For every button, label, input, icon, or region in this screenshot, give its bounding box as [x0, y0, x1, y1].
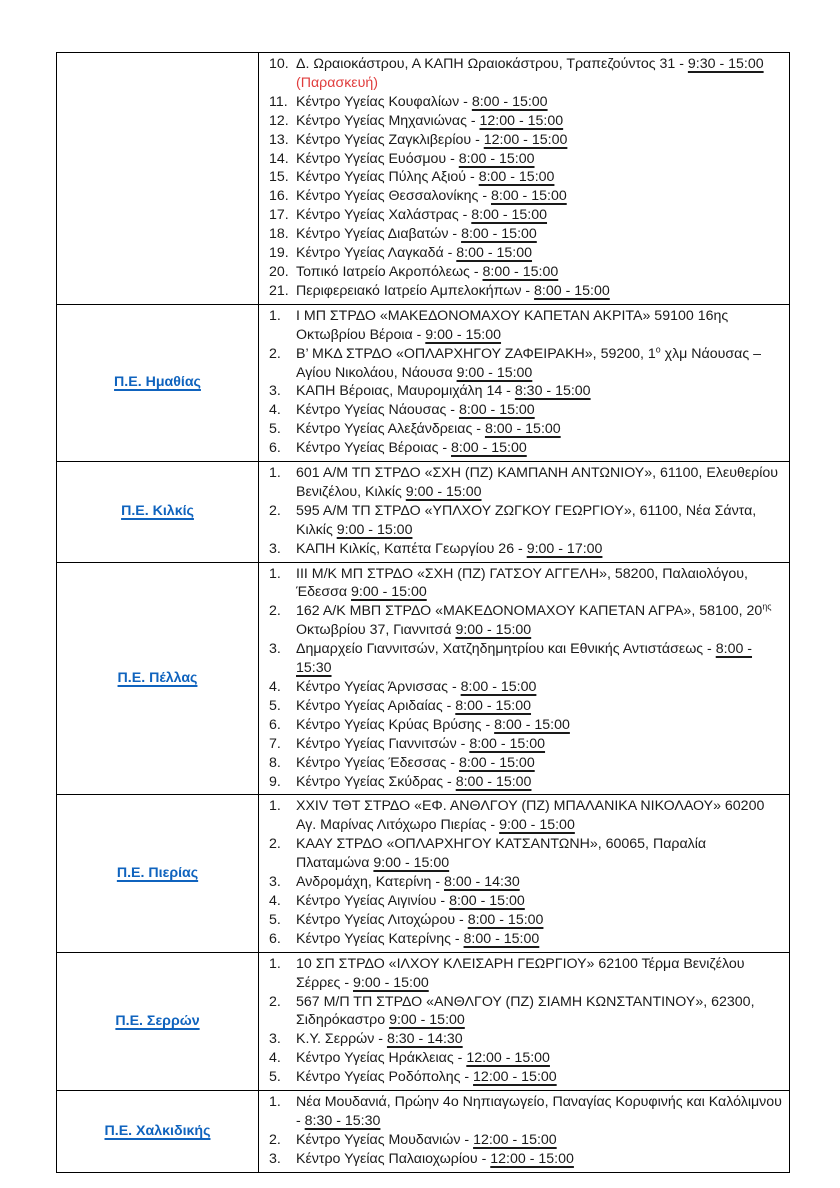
entry-text: ΚΑΠΗ Βέροιας, Μαυρομιχάλη 14 -: [296, 383, 515, 400]
item-number: 2.: [269, 993, 281, 1010]
schedule-table: [56, 52, 790, 1173]
item-number: 9.: [269, 773, 281, 790]
list-item: [269, 307, 783, 345]
item-number: 5.: [269, 421, 281, 438]
item-number: 2.: [269, 603, 281, 620]
table-row: [57, 1090, 789, 1172]
item-text: [296, 439, 783, 458]
entries-cell: [259, 1091, 789, 1172]
item-number: 13.: [269, 131, 289, 148]
item-text: [296, 602, 783, 640]
item-number: 6.: [269, 930, 281, 947]
list-item: [269, 150, 783, 169]
entry-text: 162 Α/Κ ΜΒΠ ΣΤΡΔΟ «ΜΑΚΕΔΟΝΟΜΑΧΟΥ ΚΑΠΕΤΑΝ ΑΓΡΑ», 58100, 20: [296, 603, 763, 620]
item-text: [296, 150, 783, 169]
item-number: 6.: [269, 440, 281, 457]
list-item: [269, 439, 783, 458]
entry-text: Κέντρο Υγείας Άρνισσας -: [296, 679, 461, 695]
entry-text: Κέντρο Υγείας Παλαιοχωρίου -: [296, 1150, 491, 1167]
hours-text: 9:00 - 15:00: [373, 855, 450, 872]
item-text: [296, 345, 783, 383]
list-item: [269, 911, 783, 930]
item-number: 4.: [269, 1050, 281, 1067]
item-number: 5.: [269, 1069, 281, 1086]
hours-text: 9:00 - 15:00: [405, 483, 482, 500]
item-text: [296, 735, 783, 754]
item-number: 1.: [269, 465, 281, 482]
entry-text: Β’ ΜΚΔ ΣΤΡΔΟ «ΟΠΛΑΡΧΗΓΟΥ ΖΑΦΕΙΡΑΚΗ», 59200, 1: [296, 345, 656, 362]
list-item: [269, 282, 783, 301]
entry-text: 567 Μ/Π ΤΠ ΣΤΡΔΟ «ΑΝΘΛΓΟΥ (ΠΖ) ΣΙΑΜΗ ΚΩΝΣΤΑΝΤΙΝΟΥ», 62300, Σιδηρόκαστρο: [296, 993, 755, 1029]
entry-text: Τοπικό Ιατρείο Ακροπόλεως -: [296, 263, 483, 280]
list-item: [269, 187, 783, 206]
entry-text: Κέντρο Υγείας Αιγινίου -: [296, 892, 450, 909]
list-item: [269, 565, 783, 603]
table-row: [57, 53, 789, 304]
list-item: [269, 244, 783, 263]
hours-text: 8:00 - 15:00: [471, 207, 548, 224]
list-item: [269, 835, 783, 873]
list-item: [269, 420, 783, 439]
item-text: [296, 131, 783, 150]
hours-text: 8:00 - 15:00: [456, 245, 533, 262]
hours-text: 8:00 - 15:00: [458, 754, 535, 771]
ordinal-suffix: ο: [655, 343, 661, 354]
entry-text: Κέντρο Υγείας Κουφαλίων -: [296, 93, 472, 110]
list-item: [269, 464, 783, 502]
hours-text: 8:30 - 14:30: [386, 1031, 463, 1048]
entry-text: Κέντρο Υγείας Πύλης Αξιού -: [296, 169, 479, 186]
item-number: 1.: [269, 1094, 281, 1111]
item-text: [296, 225, 783, 244]
hours-text: 9:00 - 17:00: [526, 540, 603, 557]
item-text: [296, 420, 783, 439]
list-item: [269, 1049, 783, 1068]
entry-text: Κέντρο Υγείας Νάουσας -: [296, 402, 459, 419]
entry-text: Κέντρο Υγείας Θεσσαλονίκης -: [296, 188, 491, 205]
entry-text: Κέντρο Υγείας Μηχανιώνας -: [296, 112, 480, 129]
item-text: [296, 955, 783, 993]
list-item: [269, 502, 783, 540]
entry-text: Κέντρο Υγείας Ευόσμου -: [296, 150, 459, 167]
entry-text: Κέντρο Υγείας Διαβατών -: [296, 226, 462, 243]
list-item: [269, 716, 783, 735]
item-text: [296, 873, 783, 892]
table-row: [57, 562, 789, 795]
entry-text: Κέντρο Υγείας Αριδαίας -: [296, 697, 456, 714]
item-number: 17.: [269, 207, 289, 224]
item-number: 4.: [269, 402, 281, 419]
list-item: [269, 754, 783, 773]
list-item: [269, 602, 783, 640]
item-number: 3.: [269, 1031, 281, 1048]
list-item: [269, 735, 783, 754]
entry-text: Κέντρο Υγείας Έδεσσας -: [296, 754, 459, 771]
hours-text: 8:00 - 15:00: [458, 402, 535, 419]
list-item: [269, 225, 783, 244]
hours-text: 9:00 - 15:00: [353, 974, 429, 991]
entry-text: 595 Α/Μ ΤΠ ΣΤΡΔΟ «ΥΠΛΧΟΥ ΖΩΓΚΟΥ ΓΕΩΡΓΙΟΥ», 61100, Νέα Σάντα, Κιλκίς: [296, 502, 757, 538]
list-item: [269, 168, 783, 187]
item-number: 10.: [269, 56, 289, 72]
hours-text: 9:30 - 15:00: [687, 56, 764, 72]
item-text: [296, 1093, 783, 1131]
weekday-note: (Παρασκευή): [296, 74, 378, 91]
item-text: [296, 697, 783, 716]
region-cell: [57, 1091, 259, 1172]
item-number: 2.: [269, 345, 281, 362]
list-item: [269, 93, 783, 112]
item-text: [296, 206, 783, 225]
item-text: [296, 540, 783, 559]
item-number: 16.: [269, 188, 289, 205]
list-item: [269, 1150, 783, 1169]
entry-text: Κέντρο Υγείας Χαλάστρας -: [296, 207, 472, 224]
list-item: [269, 1030, 783, 1049]
item-number: 15.: [269, 169, 289, 186]
entry-text: Κέντρο Υγείας Γιαννιτσών -: [296, 735, 470, 752]
list-item: [269, 112, 783, 131]
item-text: [296, 892, 783, 911]
item-text: [296, 835, 783, 873]
entry-text: Κέντρο Υγείας Βέροιας -: [296, 440, 452, 457]
hours-text: 8:00 - 15:00: [449, 892, 525, 909]
region-cell: [57, 563, 259, 795]
hours-text: 8:00 - 15:00: [467, 911, 544, 928]
entry-text: ΙΙΙ Μ/Κ ΜΠ ΣΤΡΔΟ «ΣΧΗ (ΠΖ) ΓΑΤΣΟΥ ΑΓΓΕΛΗ», 58200, Παλαιολόγου, Έδεσσα: [296, 565, 748, 601]
list-item: [269, 131, 783, 150]
entry-text: Κέντρο Υγείας Μουδανιών -: [296, 1131, 474, 1148]
hours-text: 9:00 - 15:00: [499, 817, 575, 834]
region-cell: [57, 305, 259, 461]
item-text: [296, 1049, 783, 1068]
hours-text: 9:00 - 15:00: [336, 521, 413, 538]
entry-text: Κέντρο Υγείας Κρύας Βρύσης -: [296, 716, 495, 733]
entry-text: Κέντρο Υγείας Κατερίνης -: [296, 930, 464, 947]
hours-text: 8:00 - 15:00: [451, 440, 527, 457]
region-link[interactable]: Π.Ε. Πέλλας: [117, 670, 198, 687]
hours-text: 8:00 - 15:00: [455, 697, 532, 714]
item-text: [296, 401, 783, 420]
entry-text: Κέντρο Υγείας Λαγκαδά -: [296, 245, 457, 262]
list-item: [269, 1093, 783, 1131]
item-number: 6.: [269, 716, 281, 733]
list-item: [269, 993, 783, 1031]
item-text: [296, 464, 783, 502]
entry-text: Κέντρο Υγείας Αλεξάνδρειας -: [296, 421, 485, 438]
hours-text: 8:30 - 15:00: [514, 383, 591, 400]
hours-text: 8:00 - 15:00: [455, 773, 532, 790]
item-text: [296, 244, 783, 263]
entry-text: 601 Α/Μ ΤΠ ΣΤΡΔΟ «ΣΧΗ (ΠΖ) ΚΑΜΠΑΝΗ ΑΝΤΩΝΙΟΥ», 61100, Ελευθερίου Βενιζέλου, Κιλκίς: [296, 465, 779, 500]
hours-text: 9:00 - 15:00: [389, 1012, 465, 1029]
list-item: [269, 382, 783, 401]
entry-text: Ι ΜΠ ΣΤΡΔΟ «ΜΑΚΕΔΟΝΟΜΑΧΟΥ ΚΑΠΕΤΑΝ ΑΚΡΙΤΑ» 59100 16ης Οκτωβρίου Βέροια -: [296, 307, 729, 343]
list-item: [269, 263, 783, 282]
item-text: [296, 263, 783, 282]
hours-text: 9:00 - 15:00: [456, 364, 533, 381]
entry-text: Κέντρο Υγείας Ροδόπολης -: [296, 1069, 474, 1086]
item-number: 18.: [269, 226, 289, 243]
item-number: 3.: [269, 1150, 281, 1167]
hours-text: 8:00 - 15:00: [469, 735, 546, 752]
region-link[interactable]: Π.Ε. Σερρών: [115, 1012, 200, 1029]
item-number: 2.: [269, 836, 281, 853]
list-item: [269, 797, 783, 835]
hours-text: 12:00 - 15:00: [466, 1050, 550, 1067]
item-number: 2.: [269, 1131, 281, 1148]
entry-text: ΚΑΑΥ ΣΤΡΔΟ «ΟΠΛΑΡΧΗΓΟΥ ΚΑΤΣΑΝΤΩΝΗ», 60065, Παραλία Πλαταμώνα: [296, 836, 707, 872]
region-cell: [57, 795, 259, 951]
item-number: 5.: [269, 697, 281, 714]
item-number: 21.: [269, 282, 289, 299]
table-row: [57, 461, 789, 562]
item-number: 3.: [269, 641, 281, 658]
hours-text: 8:00 - 15:00: [471, 93, 548, 110]
region-cell: [57, 462, 259, 562]
region-link[interactable]: Π.Ε. Κιλκίς: [121, 503, 194, 520]
item-number: 3.: [269, 874, 281, 891]
hours-text: 8:00 - 15:00: [478, 169, 555, 186]
item-text: [296, 797, 783, 835]
item-number: 3.: [269, 383, 281, 400]
item-text: [296, 640, 783, 678]
entry-text: Δημαρχείο Γιαννιτσών, Χατζηδημητρίου και Εθνικής Αντιστάσεως -: [296, 641, 716, 658]
item-text: [296, 282, 783, 301]
table-row: [57, 304, 789, 461]
item-number: 19.: [269, 245, 289, 262]
item-text: [296, 565, 783, 603]
list-item: [269, 345, 783, 383]
table-row: [57, 794, 789, 951]
item-text: [296, 55, 783, 93]
entry-text: 10 ΣΠ ΣΤΡΔΟ «ΙΛΧΟΥ ΚΛΕΙΣΑΡΗ ΓΕΩΡΓΙΟΥ» 62100 Τέρμα Βενιζέλου Σέρρες -: [296, 955, 745, 991]
hours-text: 12:00 - 15:00: [473, 1131, 557, 1148]
region-link[interactable]: Π.Ε. Χαλκιδικής: [104, 1122, 211, 1139]
list-item: [269, 697, 783, 716]
item-text: [296, 1150, 783, 1169]
entry-text: Κέντρο Υγείας Σκύδρας -: [296, 773, 456, 790]
list-item: [269, 55, 783, 93]
list-item: [269, 401, 783, 420]
item-text: [296, 930, 783, 949]
hours-text: 8:00 - 15:00: [458, 150, 535, 167]
item-text: [296, 112, 783, 131]
region-cell: [57, 53, 259, 304]
entry-text: Κέντρο Υγείας Ηράκλειας -: [296, 1050, 467, 1067]
list-item: [269, 640, 783, 678]
list-item: [269, 892, 783, 911]
item-number: 7.: [269, 735, 281, 752]
entry-text: Περιφερειακό Ιατρείο Αμπελοκήπων -: [296, 282, 535, 299]
hours-text: 8:00 - 15:00: [494, 716, 570, 733]
region-cell: [57, 953, 259, 1090]
item-text: [296, 754, 783, 773]
ordinal-suffix: ης: [762, 601, 772, 612]
entries-cell: [259, 53, 789, 304]
entry-text: χλμ Νάουσας – Αγίου Νικολάου, Νάουσα: [296, 345, 762, 381]
list-item: [269, 873, 783, 892]
entries-cell: [259, 953, 789, 1090]
hours-text: 8:00 - 15:00: [534, 282, 610, 299]
hours-text: 8:00 - 15:00: [461, 226, 537, 243]
entries-cell: [259, 563, 789, 795]
region-link[interactable]: Π.Ε. Ημαθίας: [114, 374, 201, 391]
item-text: [296, 1131, 783, 1150]
item-number: 20.: [269, 263, 289, 280]
table-row: [57, 952, 789, 1090]
hours-text: 12:00 - 15:00: [479, 112, 564, 129]
item-number: 1.: [269, 955, 281, 972]
item-text: [296, 716, 783, 735]
list-item: [269, 1131, 783, 1150]
item-text: [296, 1030, 783, 1049]
item-text: [296, 168, 783, 187]
list-item: [269, 773, 783, 792]
item-number: 11.: [269, 93, 288, 110]
region-link[interactable]: Π.Ε. Πιερίας: [116, 865, 199, 882]
item-number: 5.: [269, 911, 281, 928]
entry-text: Κέντρο Υγείας Ζαγκλιβερίου -: [296, 131, 484, 148]
item-number: 1.: [269, 798, 281, 815]
hours-text: 12:00 - 15:00: [473, 1069, 557, 1086]
item-number: 8.: [269, 754, 281, 771]
list-item: [269, 955, 783, 993]
list-item: [269, 678, 783, 697]
hours-text: 8:30 - 15:30: [304, 1112, 381, 1129]
item-text: [296, 307, 783, 345]
entry-text: ΚΑΠΗ Κιλκίς, Καπέτα Γεωργίου 26 -: [296, 540, 527, 557]
entry-text: Νέα Μουδανιά, Πρώην 4ο Νηπιαγωγείο, Παναγίας Κορυφινής και Καλόλιμνου -: [296, 1094, 782, 1129]
entries-cell: [259, 795, 789, 951]
hours-text: 9:00 - 15:00: [351, 584, 427, 601]
item-text: [296, 678, 783, 697]
item-number: 14.: [269, 150, 289, 167]
hours-text: 8:00 - 14:30: [444, 874, 520, 891]
entry-text: XXIV ΤΘΤ ΣΤΡΔΟ «ΕΦ. ΑΝΘΛΓΟΥ (ΠΖ) ΜΠΑΛΑΝΙΚΑ ΝΙΚΟΛΑΟΥ» 60200 Αγ. Μαρίνας Λιτόχωρο Πιερίας -: [296, 798, 765, 834]
hours-text: 9:00 - 15:00: [425, 326, 502, 343]
list-item: [269, 206, 783, 225]
entry-text: Κ.Υ. Σερρών -: [296, 1031, 387, 1048]
entry-text: Οκτωβρίου 37, Γιαννιτσά: [296, 622, 456, 639]
item-number: 1.: [269, 307, 281, 324]
item-text: [296, 187, 783, 206]
entries-cell: [259, 305, 789, 461]
item-text: [296, 502, 783, 540]
item-text: [296, 911, 783, 930]
list-item: [269, 930, 783, 949]
item-text: [296, 1068, 783, 1087]
list-item: [269, 1068, 783, 1087]
hours-text: 8:00 - 15:30: [296, 641, 753, 677]
hours-text: 12:00 - 15:00: [490, 1150, 574, 1167]
entries-cell: [259, 462, 789, 562]
hours-text: 9:00 - 15:00: [455, 622, 532, 639]
entry-text: Δ. Ωραιοκάστρου, Α ΚΑΠΗ Ωραιοκάστρου, Τραπεζούντος 31 -: [296, 56, 688, 72]
hours-text: 8:00 - 15:00: [460, 679, 537, 695]
item-number: 1.: [269, 565, 281, 582]
hours-text: 12:00 - 15:00: [483, 131, 568, 148]
entry-text: Κέντρο Υγείας Λιτοχώρου -: [296, 911, 468, 928]
hours-text: 8:00 - 15:00: [491, 188, 567, 205]
item-number: 12.: [269, 112, 289, 129]
hours-text: 8:00 - 15:00: [484, 421, 561, 438]
item-number: 2.: [269, 502, 281, 519]
item-text: [296, 93, 783, 112]
list-item: [269, 540, 783, 559]
item-number: 4.: [269, 892, 281, 909]
hours-text: 8:00 - 15:00: [463, 930, 540, 947]
hours-text: 8:00 - 15:00: [482, 263, 559, 280]
item-text: [296, 382, 783, 401]
item-text: [296, 773, 783, 792]
item-number: 4.: [269, 679, 281, 695]
entry-text: Ανδρομάχη, Κατερίνη -: [296, 874, 444, 891]
item-text: [296, 993, 783, 1031]
item-number: 3.: [269, 540, 281, 557]
